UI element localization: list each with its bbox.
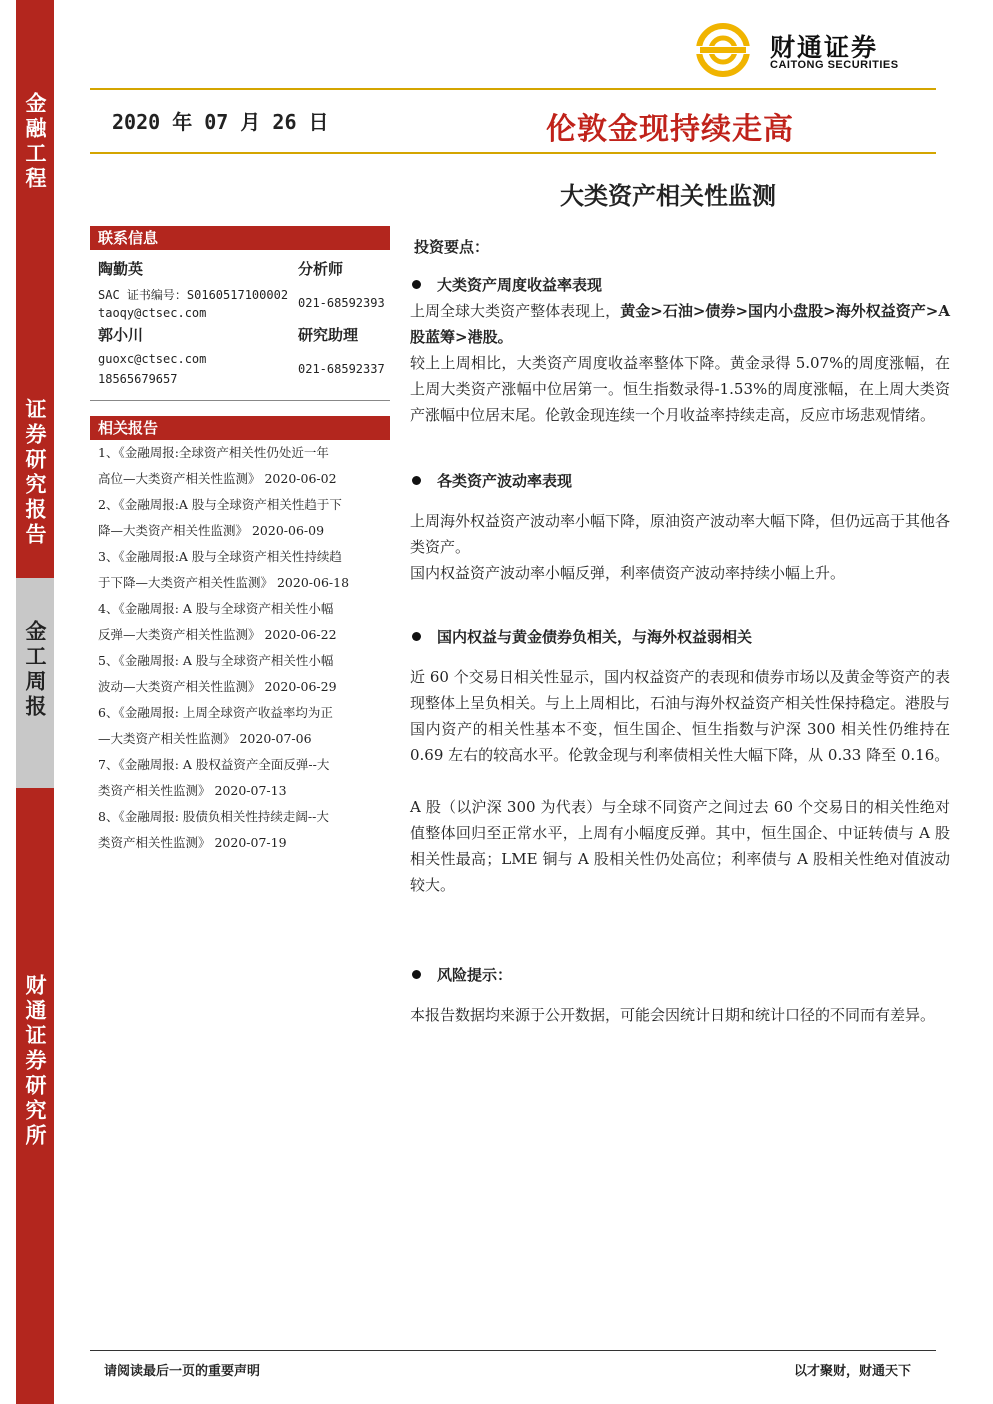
sidebar-tag-financial-engineering: 金融工程 (23, 92, 48, 192)
related-report-line: 1、《金融周报:全球资产相关性仍处近一年 (98, 445, 329, 460)
paragraph-text: 上周全球大类资产整体表现上， (410, 302, 621, 320)
related-report-line: 降—大类资产相关性监测》 2020-06-09 (98, 523, 325, 538)
footer-slogan: 以才聚财，财通天下 (794, 1364, 912, 1379)
analyst-phone: 021-68592393 (298, 296, 385, 310)
related-report-line: 类资产相关性监测》 2020-07-13 (98, 783, 287, 798)
footer-disclaimer-note: 请阅读最后一页的重要声明 (104, 1364, 261, 1379)
section-weekly-returns-p2: 较上上周相比，大类资产周度收益率整体下降。黄金录得 5.07%的周度涨幅，在上周大类资产涨幅中位居第一。恒生指数录得-1.53%的周度涨幅，在上周大类资产涨幅中位居末尾。伦敦金现连续一个月收益率持续走高，反应市场悲观情绪。 (410, 354, 950, 424)
section-title: 国内权益与黄金债券负相关，与海外权益弱相关 (437, 628, 753, 646)
section-volatility-p2: 国内权益资产波动率小幅反弹，利率债资产波动率持续小幅上升。 (410, 564, 846, 582)
paragraph-bold-text: 黄金>石油>债券>国内小盘股>海外权益资产>A 股蓝筹>港股。 (410, 302, 950, 346)
assistant-name: 郭小川 (98, 326, 144, 344)
related-report-line: 类资产相关性监测》 2020-07-19 (98, 835, 287, 850)
report-title: 伦敦金现持续走高 (546, 112, 794, 147)
bullet-icon (412, 280, 421, 289)
sidebar-tag-research-report: 证券研究报告 (23, 398, 48, 548)
related-report-line: 6、《金融周报: 上周全球资产收益率均为正 (98, 705, 333, 720)
assistant-phone: 021-68592337 (298, 362, 385, 376)
related-report-line: 8、《金融周报: 股债负相关性持续走阔--大 (98, 809, 329, 824)
section-risk-heading (412, 964, 512, 985)
contact-divider (90, 400, 390, 401)
assistant-mobile: 18565679657 (98, 372, 178, 386)
related-report-line: 2、《金融周报:A 股与全球资产相关性趋于下 (98, 497, 342, 512)
related-report-line: 反弹—大类资产相关性监测》 2020-06-22 (98, 627, 337, 642)
section-title: 各类资产波动率表现 (437, 472, 573, 490)
analyst-email: taoqy@ctsec.com (98, 306, 207, 320)
related-report-item (98, 648, 390, 700)
caitong-logo-icon (692, 22, 754, 78)
sidebar-band-3 (16, 578, 54, 788)
analyst-role: 分析师 (298, 260, 344, 278)
section-title: 风险提示： (437, 966, 513, 984)
related-report-line: 7、《金融周报: A 股权益资产全面反弹--大 (98, 757, 330, 772)
related-report-item (98, 700, 390, 752)
section-risk-p1: 本报告数据均来源于公开数据，可能会因统计日期和统计口径的不同而有差异。 (410, 1006, 936, 1024)
header-bottom-rule (90, 152, 936, 154)
related-report-item (98, 752, 390, 804)
assistant-role: 研究助理 (298, 326, 359, 344)
related-report-item (98, 440, 390, 492)
logo-text-cn: 财通证券 (770, 33, 879, 62)
sidebar-band-1 (16, 0, 54, 240)
contact-header: 联系信息 (90, 226, 390, 250)
related-report-item (98, 544, 390, 596)
investment-points-title: 投资要点： (414, 238, 490, 256)
related-report-line: 波动—大类资产相关性监测》 2020-06-29 (98, 679, 337, 694)
section-correlation-heading (412, 626, 752, 647)
related-report-line: —大类资产相关性监测》 2020-07-06 (98, 731, 312, 746)
bullet-icon (412, 476, 421, 485)
footer-rule (90, 1350, 936, 1351)
sidebar-band-4 (16, 788, 54, 1404)
section-weekly-returns-p1 (410, 298, 950, 350)
related-report-line: 5、《金融周报: A 股与全球资产相关性小幅 (98, 653, 334, 668)
section-title: 大类资产周度收益率表现 (437, 276, 603, 294)
section-volatility-heading (412, 470, 572, 491)
section-weekly-returns-heading (412, 274, 602, 295)
assistant-email: guoxc@ctsec.com (98, 352, 207, 366)
related-report-line: 于下降—大类资产相关性监测》 2020-06-18 (98, 575, 350, 590)
related-report-item (98, 492, 390, 544)
bullet-icon (412, 632, 421, 641)
sidebar-tag-weekly: 金工周报 (23, 620, 48, 720)
bullet-icon (412, 970, 421, 979)
report-date: 2020 年 07 月 26 日 (112, 110, 329, 134)
sidebar-band-2 (16, 240, 54, 578)
analyst-name: 陶勤英 (98, 260, 144, 278)
section-correlation-p1: 近 60 个交易日相关性显示，国内权益资产的表现和债券市场以及黄金等资产的表现整体上呈负相关。与上上周相比，石油与海外权益资产相关性保持稳定。港股与国内资产的相关性基本不变，恒生国企、恒生指数与沪深 300 相关性仍维持在 0.69 左右的较高水平。伦敦金现与利率债相关性大幅下降，从 0.33 降至 0.16。 (410, 668, 951, 764)
sidebar-tag-institute: 财通证券研究所 (23, 974, 48, 1149)
section-correlation-p2: A 股（以沪深 300 为代表）与全球不同资产之间过去 60 个交易日的相关性绝对值整体回归至正常水平，上周有小幅度反弹。其中，恒生国企、中证转债与 A 股相关性最高；LME 铜与 A 股相关性仍处高位；利率债与 A 股相关性绝对值波动较大。 (410, 798, 950, 894)
related-reports-header: 相关报告 (90, 416, 390, 440)
related-report-line: 4、《金融周报: A 股与全球资产相关性小幅 (98, 601, 334, 616)
report-subtitle: 大类资产相关性监测 (560, 181, 776, 210)
related-report-item (98, 596, 390, 648)
section-volatility-p1: 上周海外权益资产波动率小幅下降，原油资产波动率大幅下降，但仍远高于其他各类资产。 (410, 512, 951, 556)
analyst-sac: SAC 证书编号：S0160517100002 (98, 288, 289, 302)
header-top-rule (90, 88, 936, 90)
company-logo (692, 22, 932, 82)
logo-text-en: CAITONG SECURITIES (770, 59, 899, 71)
related-report-line: 高位—大类资产相关性监测》 2020-06-02 (98, 471, 337, 486)
related-report-line: 3、《金融周报:A 股与全球资产相关性持续趋 (98, 549, 342, 564)
related-report-item (98, 804, 390, 856)
